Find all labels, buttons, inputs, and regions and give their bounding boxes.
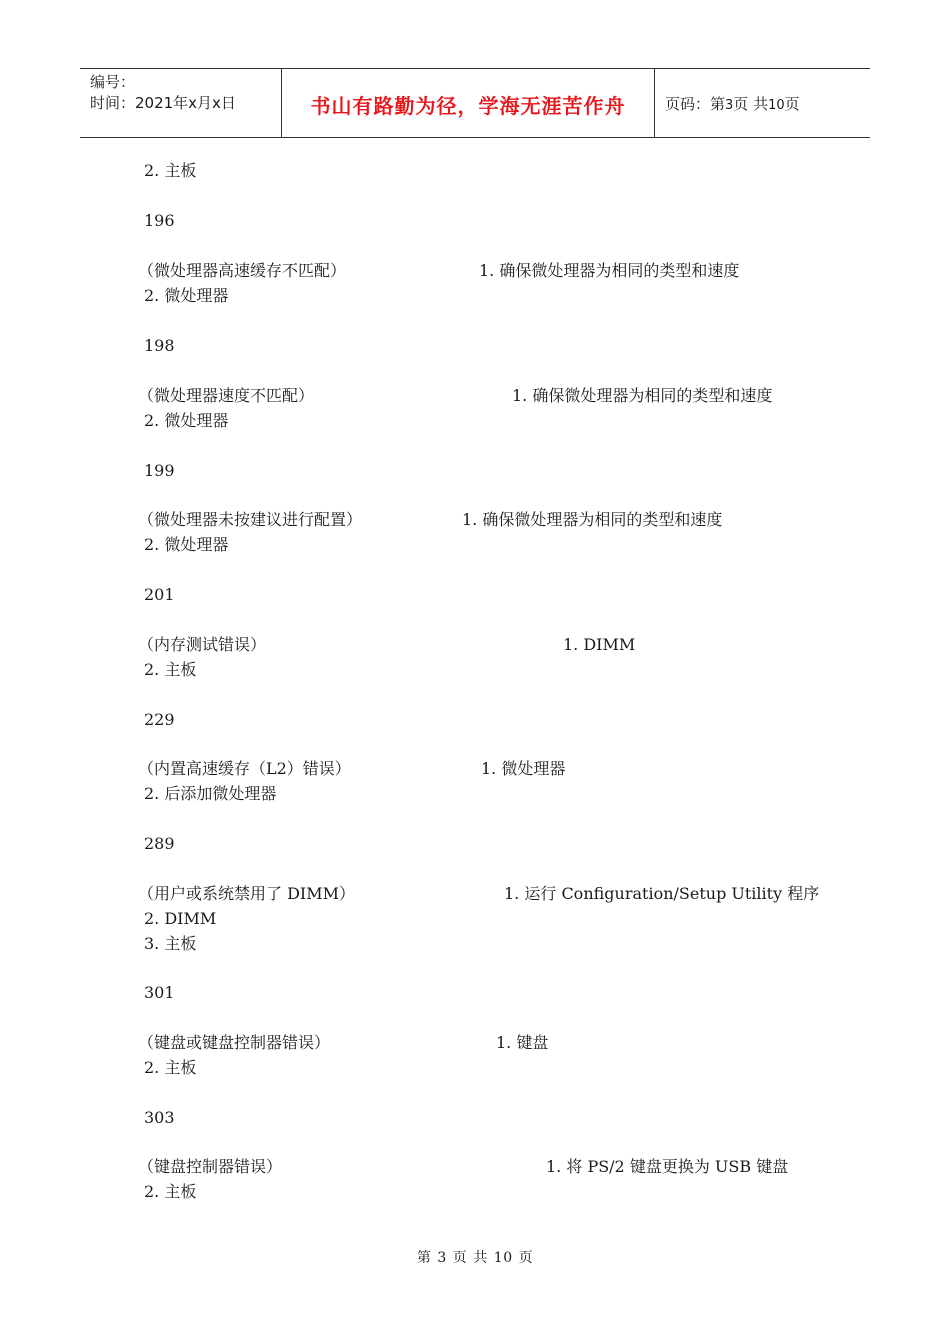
- text-line: 2. DIMM: [144, 909, 217, 928]
- action-item: 1. 确保微处理器为相同的类型和速度: [512, 386, 773, 405]
- error-code: 196: [144, 211, 175, 230]
- error-description: （微处理器速度不匹配）: [138, 386, 315, 405]
- action-item: 1. 微处理器: [481, 759, 566, 778]
- text-line: 2. 主板: [144, 660, 197, 679]
- header-page-info: [655, 69, 870, 137]
- action-item: 1. 运行 Configuration/Setup Utility 程序: [504, 884, 820, 903]
- error-description: （键盘控制器错误）: [138, 1157, 283, 1176]
- error-code: 198: [144, 336, 175, 355]
- text-line: 2. 主板: [144, 1058, 197, 1077]
- page-number: 3: [725, 98, 734, 113]
- error-code: 199: [144, 461, 175, 480]
- error-description: （内存测试错误）: [138, 635, 267, 654]
- footer-ye: 页: [452, 1250, 468, 1266]
- error-code: 229: [144, 710, 175, 729]
- footer-total: 10: [493, 1250, 513, 1266]
- text-line: 2. 主板: [144, 1182, 197, 1201]
- page-header: [80, 68, 870, 138]
- page-mid: 页 共: [733, 95, 769, 113]
- page-suffix: 页: [784, 95, 800, 113]
- number-label: 编号：: [90, 73, 136, 91]
- page-prefix: 页码：第: [665, 95, 726, 113]
- action-item: 1. 确保微处理器为相同的类型和速度: [462, 510, 723, 529]
- action-item: 1. 确保微处理器为相同的类型和速度: [479, 261, 740, 280]
- error-description: （内置高速缓存（L2）错误）: [138, 759, 351, 778]
- header-motto: 书山有路勤为径，学海无涯苦作舟: [281, 69, 655, 137]
- error-code: 289: [144, 834, 175, 853]
- text-line: 3. 主板: [144, 934, 197, 953]
- header-meta: [80, 69, 281, 137]
- page-footer: [0, 1247, 950, 1267]
- text-line: 2. 微处理器: [144, 411, 229, 430]
- action-item: 1. 键盘: [496, 1033, 549, 1052]
- text-line: 2. 主板: [144, 161, 197, 180]
- error-description: （用户或系统禁用了 DIMM）: [138, 884, 356, 903]
- text-line: 2. 微处理器: [144, 286, 229, 305]
- time-label: 时间：2021年x月x日: [90, 94, 236, 112]
- action-item: 1. 将 PS/2 键盘更换为 USB 键盘: [546, 1157, 789, 1176]
- footer-page: 3: [437, 1250, 447, 1266]
- action-item: 1. DIMM: [563, 635, 636, 654]
- error-code: 301: [144, 983, 175, 1002]
- footer-gong: 共: [473, 1250, 488, 1266]
- text-line: 2. 后添加微处理器: [144, 784, 277, 803]
- footer-ye2: 页: [518, 1250, 534, 1266]
- error-description: （微处理器未按建议进行配置）: [138, 510, 363, 529]
- footer-di: 第: [416, 1250, 432, 1266]
- error-code: 303: [144, 1108, 175, 1127]
- text-line: 2. 微处理器: [144, 535, 229, 554]
- error-description: （微处理器高速缓存不匹配）: [138, 261, 347, 280]
- error-description: （键盘或键盘控制器错误）: [138, 1033, 331, 1052]
- error-code: 201: [144, 585, 175, 604]
- page-total: 10: [768, 98, 785, 113]
